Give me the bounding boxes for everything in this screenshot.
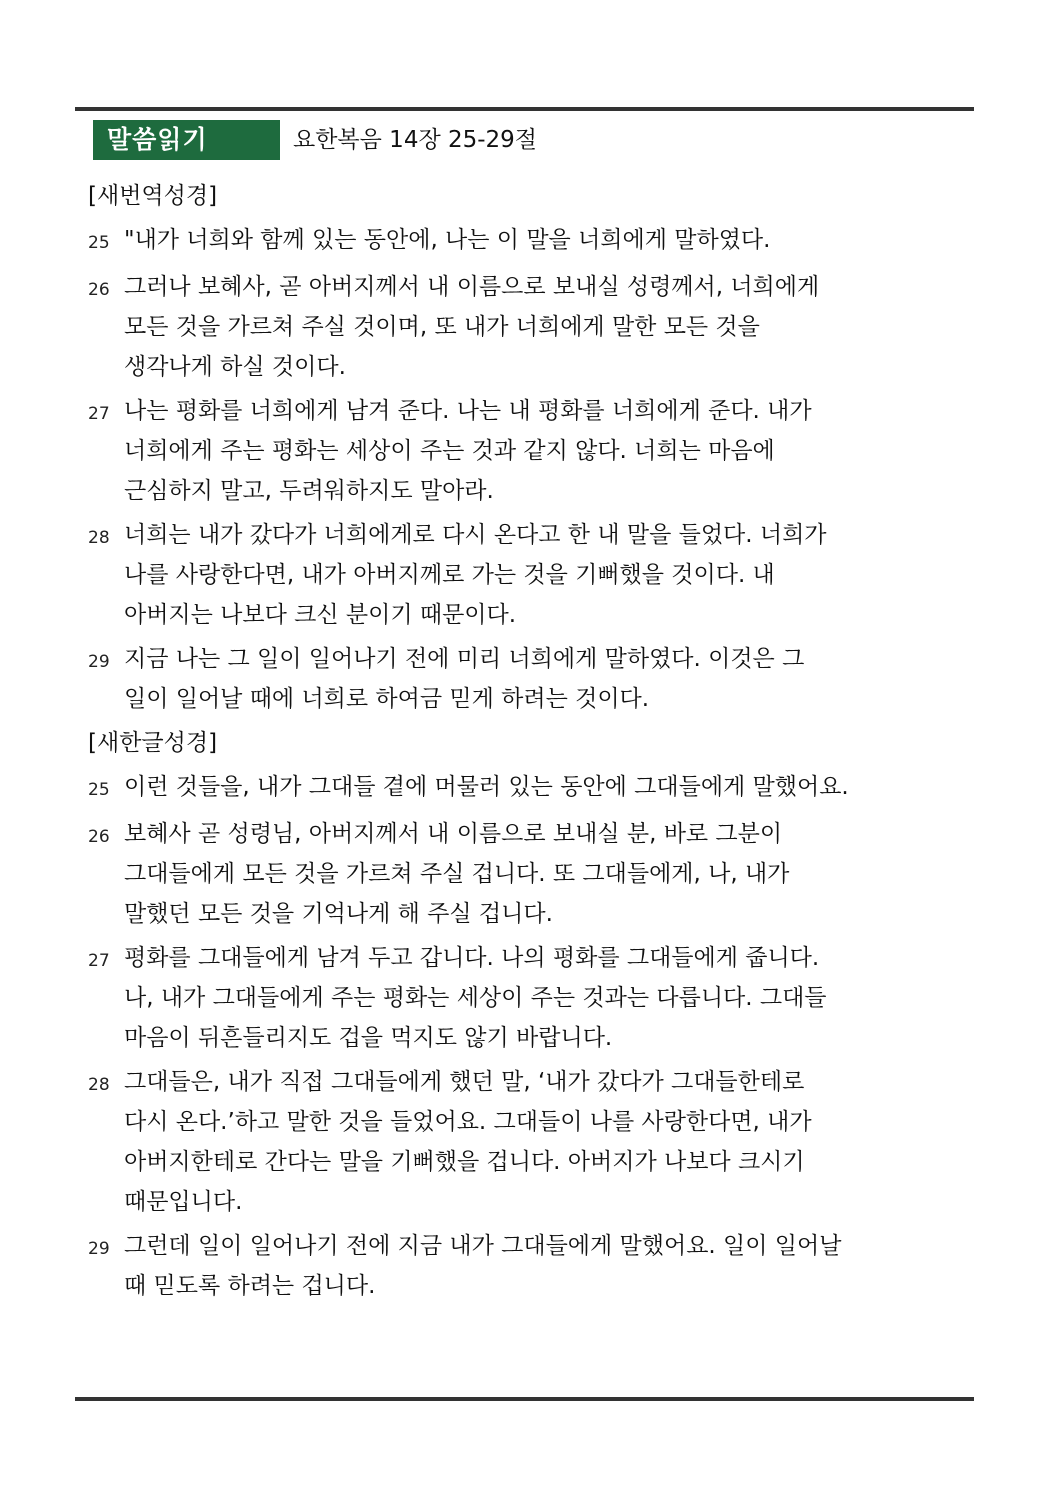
- verse-line: 나, 내가 그대들에게 주는 평화는 세상이 주는 것과는 다릅니다. 그대들: [124, 985, 827, 1011]
- reading-badge: 말씀읽기: [93, 120, 280, 160]
- verse-line: 그런데 일이 일어나기 전에 지금 내가 그대들에게 말했어요. 일이 일어날: [124, 1233, 842, 1259]
- verse-line: 평화를 그대들에게 남겨 두고 갑니다. 나의 평화를 그대들에게 줍니다.: [124, 945, 820, 971]
- verse-line: 나를 사랑한다면, 내가 아버지께로 가는 것을 기뻐했을 것이다. 내: [124, 562, 775, 588]
- verse-number: 27: [88, 951, 110, 971]
- verse-line: "내가 너희와 함께 있는 동안에, 나는 이 말을 너희에게 말하였다.: [124, 227, 771, 253]
- verse-text: [124, 1062, 968, 1222]
- section-title: [새번역성경]: [88, 183, 218, 209]
- reading-header: [93, 120, 537, 160]
- verse: [88, 1062, 968, 1222]
- verse-number: 27: [88, 404, 110, 424]
- verse-number: 26: [88, 827, 110, 847]
- verse-text: [124, 391, 968, 511]
- verse-line: 생각나게 하실 것이다.: [124, 354, 346, 380]
- bottom-divider: [75, 1397, 974, 1401]
- verse-text: [124, 639, 968, 719]
- verse: [88, 639, 968, 719]
- verse-number: 29: [88, 652, 110, 672]
- verse-text: [124, 1226, 968, 1306]
- verse-line: 그대들은, 내가 직접 그대들에게 했던 말, ‘내가 갔다가 그대들한테로: [124, 1069, 805, 1095]
- verse: [88, 515, 968, 635]
- verse-line: 나는 평화를 너희에게 남겨 준다. 나는 내 평화를 너희에게 준다. 내가: [124, 398, 812, 424]
- verse-number: 28: [88, 528, 110, 548]
- verse-number: 25: [88, 233, 110, 253]
- verse-line: 아버지는 나보다 크신 분이기 때문이다.: [124, 602, 517, 628]
- scripture-content: [88, 176, 968, 1310]
- verse-line: 그대들에게 모든 것을 가르쳐 주실 겁니다. 또 그대들에게, 나, 내가: [124, 861, 790, 887]
- verse-line: 다시 온다.’하고 말한 것을 들었어요. 그대들이 나를 사랑한다면, 내가: [124, 1109, 812, 1135]
- verse-text: [124, 814, 968, 934]
- scripture-reference: 요한복음 14장 25-29절: [293, 127, 538, 153]
- verse-line: 너희는 내가 갔다가 너희에게로 다시 온다고 한 내 말을 들었다. 너희가: [124, 522, 827, 548]
- verse-line: 이런 것들을, 내가 그대들 곁에 머물러 있는 동안에 그대들에게 말했어요.: [124, 774, 849, 800]
- verse-text: [124, 220, 968, 260]
- verse-line: 일이 일어날 때에 너희로 하여금 믿게 하려는 것이다.: [124, 686, 650, 712]
- verse-text: [124, 515, 968, 635]
- verse-line: 마음이 뒤흔들리지도 겁을 먹지도 않기 바랍니다.: [124, 1025, 613, 1051]
- verse-text: [124, 767, 968, 807]
- verse-line: 때 믿도록 하려는 겁니다.: [124, 1273, 376, 1299]
- verse-number: 28: [88, 1075, 110, 1095]
- top-divider: [75, 107, 974, 111]
- verse: [88, 391, 968, 511]
- verse-line: 모든 것을 가르쳐 주실 것이며, 또 내가 너희에게 말한 모든 것을: [124, 314, 760, 340]
- verse-number: 26: [88, 280, 110, 300]
- verse-line: 보혜사 곧 성령님, 아버지께서 내 이름으로 보내실 분, 바로 그분이: [124, 821, 783, 847]
- verse-line: 아버지한테로 간다는 말을 기뻐했을 겁니다. 아버지가 나보다 크시기: [124, 1149, 805, 1175]
- verse: [88, 220, 968, 263]
- verse-line: 근심하지 말고, 두려워하지도 말아라.: [124, 478, 494, 504]
- verse: [88, 938, 968, 1058]
- verse-number: 29: [88, 1239, 110, 1259]
- verse-line: 말했던 모든 것을 기억나게 해 주실 겁니다.: [124, 901, 553, 927]
- verse-line: 너희에게 주는 평화는 세상이 주는 것과 같지 않다. 너희는 마음에: [124, 438, 775, 464]
- verse-number: 25: [88, 780, 110, 800]
- verse: [88, 267, 968, 387]
- verse: [88, 1226, 968, 1306]
- verse: [88, 767, 968, 810]
- verse-line: 때문입니다.: [124, 1189, 243, 1215]
- verse-text: [124, 267, 968, 387]
- section-title: [새한글성경]: [88, 730, 218, 756]
- verse-line: 그러나 보혜사, 곧 아버지께서 내 이름으로 보내실 성령께서, 너희에게: [124, 274, 820, 300]
- verse-line: 지금 나는 그 일이 일어나기 전에 미리 너희에게 말하였다. 이것은 그: [124, 646, 805, 672]
- verse: [88, 814, 968, 934]
- verse-text: [124, 938, 968, 1058]
